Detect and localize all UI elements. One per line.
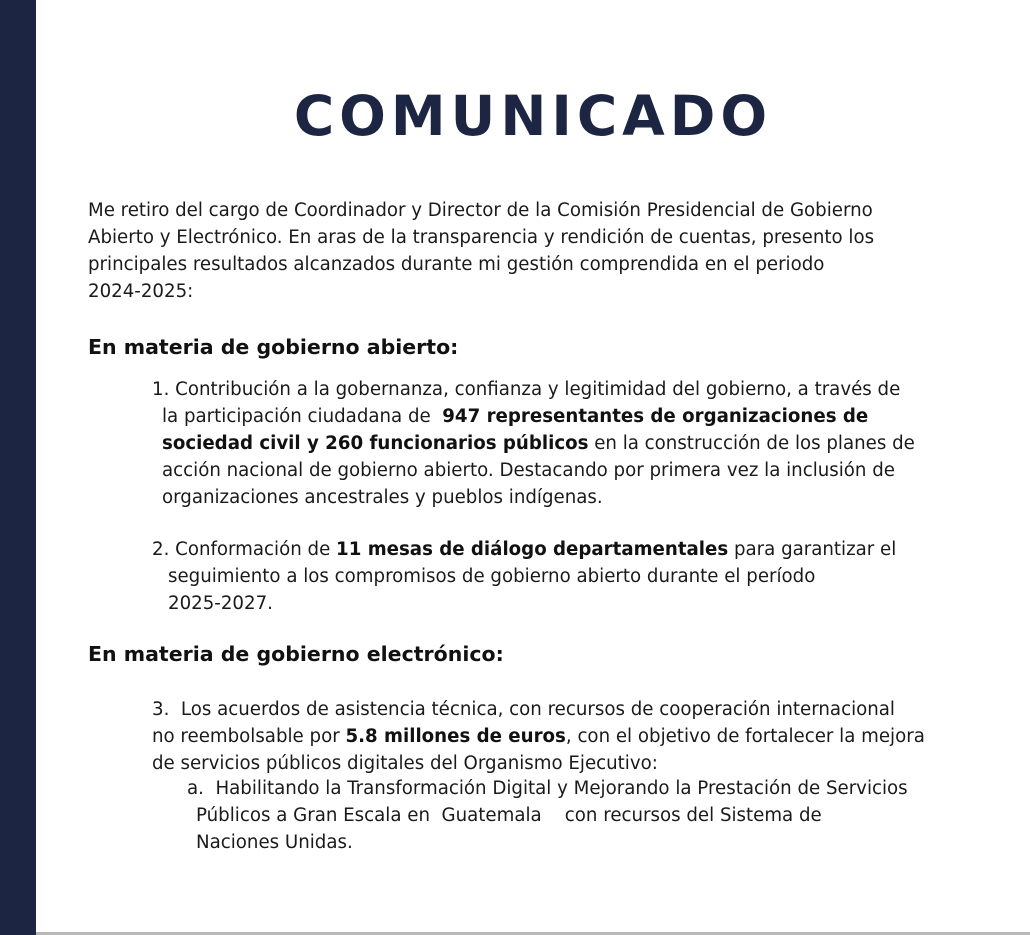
item3a-line: Naciones Unidas. <box>196 832 353 853</box>
item3a-line: a. Habilitando la Transformación Digital y Mejorando la Prestación de Servicios <box>187 778 908 799</box>
item1-line: organizaciones ancestrales y pueblos indígenas. <box>162 487 603 508</box>
item3-line: , con el objetivo de fortalecer la mejora <box>565 726 925 747</box>
item2-highlight: 11 mesas de diálogo departamentales <box>336 539 729 560</box>
item1-highlight: sociedad civil y 260 funcionarios públicos <box>162 433 589 454</box>
section-heading-electronic-government: En materia de gobierno electrónico: <box>88 642 504 666</box>
item3-line: no reembolsable por <box>152 726 346 747</box>
item2-line: seguimiento a los compromisos de gobierno abierto durante el período <box>168 566 816 587</box>
item1-line: en la construcción de los planes de <box>588 433 915 454</box>
list-subitem-3a <box>187 775 977 856</box>
intro-line: 2024-2025: <box>88 281 194 302</box>
item1-highlight: 947 representantes de organizaciones de <box>442 406 869 427</box>
page-title: COMUNICADO <box>293 84 773 148</box>
list-item-1 <box>152 376 967 511</box>
intro-line: Me retiro del cargo de Coordinador y Director de la Comisión Presidencial de Gobierno <box>88 200 873 221</box>
list-item-3 <box>152 696 972 777</box>
item2-line: 2025-2027. <box>168 593 273 614</box>
item2-line: 2. Conformación de <box>152 539 337 560</box>
item1-line: 1. Contribución a la gobernanza, confianza y legitimidad del gobierno, a través de <box>152 379 901 400</box>
item1-line: acción nacional de gobierno abierto. Destacando por primera vez la inclusión de <box>162 460 895 481</box>
intro-line: Abierto y Electrónico. En aras de la transparencia y rendición de cuentas, presento los <box>88 227 875 248</box>
item3-highlight: 5.8 millones de euros <box>345 726 566 747</box>
intro-line: principales resultados alcanzados durante mi gestión comprendida en el periodo <box>88 254 825 275</box>
section-heading-open-government: En materia de gobierno abierto: <box>88 335 459 359</box>
intro-paragraph <box>88 197 968 305</box>
item1-line: la participación ciudadana de <box>162 406 443 427</box>
item3a-line: Públicos a Gran Escala en Guatemala con recursos del Sistema de <box>196 805 822 826</box>
list-item-2 <box>152 536 942 617</box>
item2-line: para garantizar el <box>728 539 897 560</box>
left-accent-bar <box>0 0 36 935</box>
item3-line: 3. Los acuerdos de asistencia técnica, con recursos de cooperación internacional <box>152 699 895 720</box>
item3-line: de servicios públicos digitales del Organismo Ejecutivo: <box>152 753 658 774</box>
